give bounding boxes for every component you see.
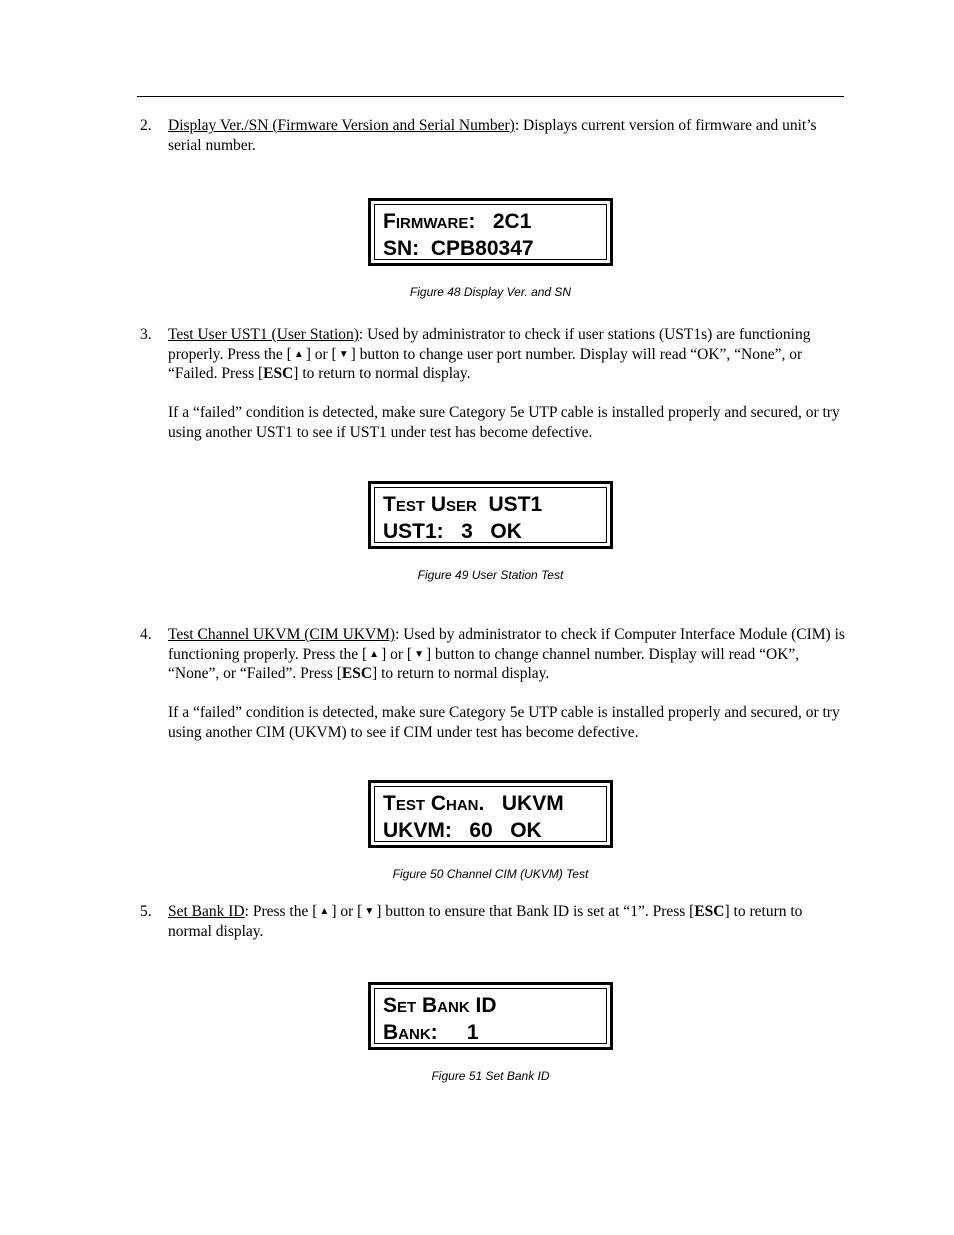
lcd-line1-value: UST1 (488, 493, 543, 516)
list-item-2 (140, 116, 845, 155)
up-arrow-icon: ▲ (293, 348, 304, 360)
down-arrow-icon: ▼ (364, 906, 375, 917)
lcd-line2-label: Bank: (383, 1021, 438, 1044)
item-note: If a “failed” condition is detected, make sure Category 5e UTP cable is installed properly and secured, or try using another UST1 to see if UST1 under test has become defective. (168, 404, 840, 441)
item-text: Test User UST1 (User Station): Used by administrator to check if user stations (UST1s) are functioning properly. Press the [ ▲ ] or [ ▼ ] button to change user port number. Display will read “OK”, “None”, or “Failed. Press [ESC] to return to normal display. (168, 326, 811, 382)
figure-caption: Figure 48 Display Ver. and SN (409, 285, 572, 299)
list-item-3 (140, 325, 845, 442)
lcd-line1-value: UKVM (501, 792, 564, 815)
lcd-display-bank-id (368, 982, 613, 1050)
item-number: 4. (140, 626, 152, 643)
lcd-line1-label: Firmware: (383, 210, 476, 233)
figure-caption: Figure 50 Channel CIM (UKVM) Test (392, 867, 589, 881)
item-text: Set Bank ID: Press the [ ▲ ] or [ ▼ ] button to ensure that Bank ID is set at “1”. Press [ESC] to return to normal display. (168, 903, 803, 940)
item-number: 5. (140, 903, 152, 920)
lcd-display-test-user (368, 481, 613, 549)
esc-key-label: ESC (341, 665, 373, 682)
list-item-4 (140, 625, 845, 742)
list-item-5 (140, 902, 845, 941)
up-arrow-icon: ▲ (319, 906, 330, 917)
lcd-line1-value: ID (475, 994, 497, 1017)
item-number: 3. (140, 326, 152, 343)
item-text: Test Channel UKVM (CIM UKVM): Used by administrator to check if Computer Interface Module (CIM) is functioning properly. Press the [ ▲ ] or [ ▼ ] button to change channel number. Display will read “OK”, “None”, or “Failed”. Press [ESC] to return to normal display. (168, 626, 845, 682)
down-arrow-icon: ▼ (414, 648, 424, 660)
header-rule (137, 96, 844, 97)
esc-key-label: ESC (263, 365, 294, 382)
lcd-line1-label: Test Chan. (383, 792, 485, 815)
item-number: 2. (140, 117, 152, 134)
down-arrow-icon: ▼ (338, 348, 349, 360)
esc-key-label: ESC (694, 903, 725, 920)
item-text: Display Ver./SN (Firmware Version and Serial Number): Displays current version of firmware and unit’s serial number. (168, 117, 817, 154)
lcd-display-firmware (368, 198, 613, 266)
lcd-line2: SN: CPB80347 (383, 237, 534, 260)
lcd-line2-value: 1 (466, 1021, 479, 1044)
item-heading: Set Bank ID (168, 903, 245, 920)
lcd-line2: UST1: 3 OK (383, 520, 522, 543)
item-heading: Test User UST1 (User Station) (168, 326, 359, 343)
lcd-line1-label: Test User (383, 493, 477, 516)
item-note: If a “failed” condition is detected, make sure Category 5e UTP cable is installed properly and secured, or try using another CIM (UKVM) to see if CIM under test has become defective. (168, 704, 840, 741)
lcd-display-test-channel (368, 780, 613, 848)
lcd-line2: UKVM: 60 OK (383, 819, 542, 842)
lcd-line1-label: Set Bank (383, 994, 470, 1017)
item-heading: Test Channel UKVM (CIM UKVM) (168, 626, 396, 643)
item-heading: Display Ver./SN (Firmware Version and Serial Number) (168, 117, 515, 134)
figure-caption: Figure 49 User Station Test (417, 568, 564, 582)
lcd-line1-value: 2C1 (492, 210, 532, 233)
up-arrow-icon: ▲ (369, 648, 380, 660)
figure-caption: Figure 51 Set Bank ID (431, 1069, 550, 1083)
